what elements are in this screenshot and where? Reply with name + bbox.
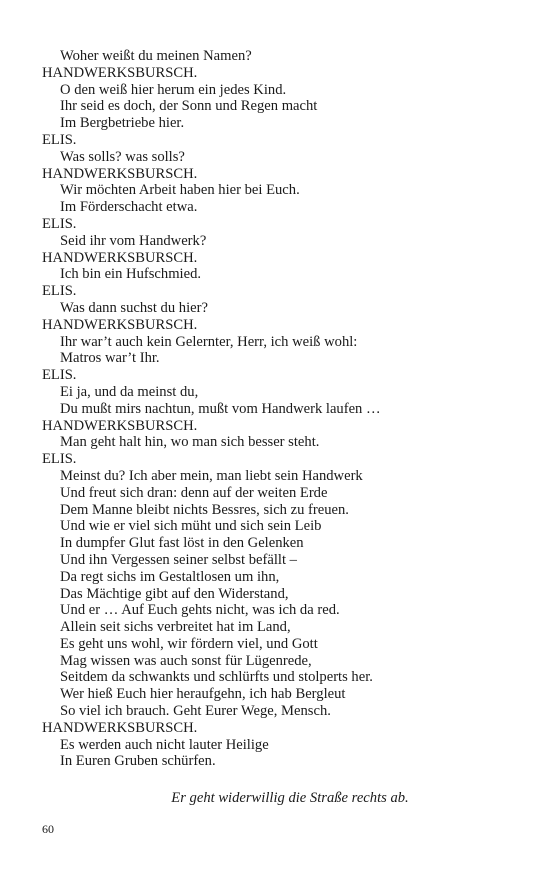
verse-line: Du mußt mirs nachtun, mußt vom Handwerk laufen … (60, 400, 381, 417)
verse-line: Und ihn Vergessen seiner selbst befällt – (60, 551, 297, 568)
verse-line: Mag wissen was auch sonst für Lügenrede, (60, 652, 312, 669)
verse-line: Und er … Auf Euch gehts nicht, was ich da red. (60, 602, 340, 619)
speaker-name: ELIS. (42, 367, 77, 384)
speaker-name: ELIS. (42, 215, 77, 232)
play-text (42, 48, 512, 770)
verse-line: Da regt sichs im Gestaltlosen um ihn, (60, 568, 280, 585)
speaker-name: HANDWERKSBURSCH. (42, 316, 198, 333)
verse-line: Ich bin ein Hufschmied. (60, 266, 202, 283)
verse-line: Im Förderschacht etwa. (60, 199, 198, 216)
verse-line: Ei ja, und da meinst du, (60, 383, 199, 400)
verse-line: Wer hieß Euch hier heraufgehn, ich hab Bergleut (60, 686, 346, 703)
speaker-name: ELIS. (42, 131, 77, 148)
verse-line: Es werden auch nicht lauter Heilige (60, 736, 269, 753)
stage-direction: Er geht widerwillig die Straße rechts ab. (171, 790, 409, 806)
speaker-name: HANDWERKSBURSCH. (42, 417, 198, 434)
speaker-name: HANDWERKSBURSCH. (42, 249, 198, 266)
verse-line: Und freut sich dran: denn auf der weiten Erde (60, 484, 328, 501)
verse-line: Allein seit sichs verbreitet hat im Land, (60, 619, 291, 636)
speaker-name: HANDWERKSBURSCH. (42, 64, 198, 81)
speaker-name: HANDWERKSBURSCH. (42, 719, 198, 736)
verse-line: Man geht halt hin, wo man sich besser steht. (60, 434, 320, 451)
speaker-name: ELIS. (42, 283, 77, 300)
verse-line: Ihr war’t auch kein Gelernter, Herr, ich weiß wohl: (60, 333, 358, 350)
verse-line: Und wie er viel sich müht und sich sein Leib (60, 518, 322, 535)
speaker-name: ELIS. (42, 451, 77, 468)
verse-line: Seid ihr vom Handwerk? (60, 232, 207, 249)
verse-line: Was dann suchst du hier? (60, 299, 208, 316)
verse-line: Es geht uns wohl, wir fördern viel, und Gott (60, 635, 318, 652)
verse-line: Das Mächtige gibt auf den Widerstand, (60, 585, 289, 602)
verse-line: Dem Manne bleibt nichts Bessres, sich zu freuen. (60, 501, 349, 518)
verse-line: So viel ich brauch. Geht Eurer Wege, Mensch. (60, 703, 331, 720)
verse-line: Meinst du? Ich aber mein, man liebt sein Handwerk (60, 467, 363, 484)
page-number: 60 (42, 822, 54, 836)
verse-line: Woher weißt du meinen Namen? (60, 48, 252, 64)
verse-line: Im Bergbetriebe hier. (60, 115, 185, 132)
verse-line: Wir möchten Arbeit haben hier bei Euch. (60, 182, 300, 199)
verse-line: Seitdem da schwankts und schlürfts und stolperts her. (60, 669, 373, 686)
verse-line: Matros war’t Ihr. (60, 350, 160, 367)
speaker-name: HANDWERKSBURSCH. (42, 165, 198, 182)
verse-line: O den weiß hier herum ein jedes Kind. (60, 81, 287, 98)
verse-line: Was solls? was solls? (60, 148, 185, 165)
verse-line: Ihr seid es doch, der Sonn und Regen macht (60, 98, 318, 115)
verse-line: In Euren Gruben schürfen. (60, 753, 216, 770)
verse-line: In dumpfer Glut fast löst in den Gelenken (60, 535, 304, 552)
